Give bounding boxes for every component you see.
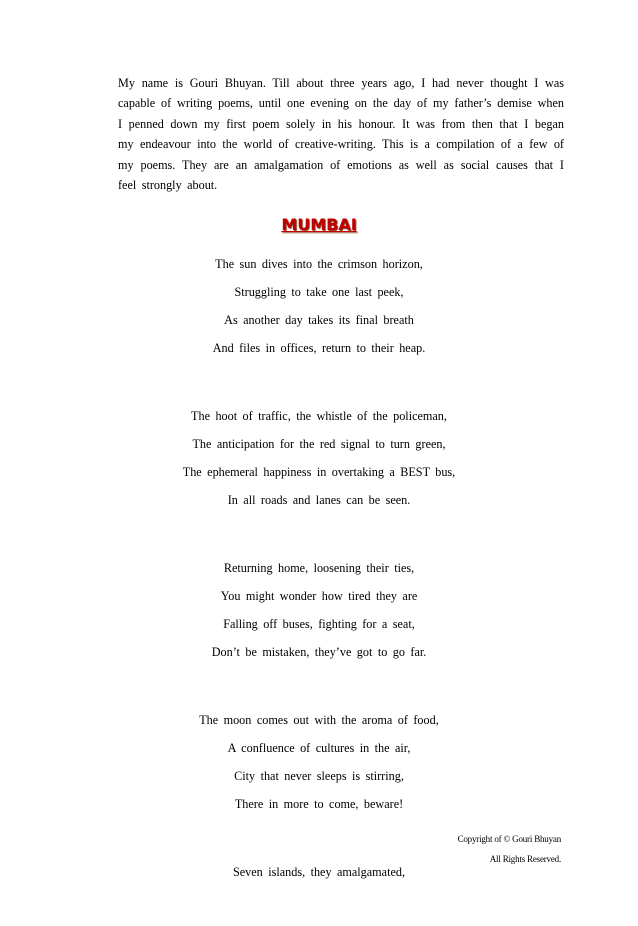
intro-paragraph: My name is Gouri Bhuyan. Till about three years ago, I had never thought I was capable of writing poems, until one evening on the day of my father’s demise when I penned down my first poem solely in his honour. It was from then that I began my endeavour into the world of creative-writing. This is a compilation of a few of my poems. They are an amalgamation of emotions as well as social causes that I feel strongly about. bbox=[118, 76, 564, 193]
poem-line: Seven islands, they amalgamated, bbox=[232, 865, 406, 879]
poem-line: As another day takes its final breath bbox=[224, 313, 414, 327]
poem-line: The hoot of traffic, the whistle of the policeman, bbox=[191, 409, 447, 423]
poem-line: A confluence of cultures in the air, bbox=[227, 741, 411, 755]
poem-line: Don’t be mistaken, they’ve got to go far. bbox=[211, 645, 427, 659]
poem-line: In all roads and lanes can be seen. bbox=[227, 493, 411, 507]
copyright-notice: Copyright of © Gouri Bhuyan bbox=[457, 834, 561, 844]
poem-line: Struggling to take one last peek, bbox=[234, 285, 404, 299]
stanza-2 bbox=[0, 402, 638, 514]
poem-line: The sun dives into the crimson horizon, bbox=[215, 257, 423, 271]
poem-line: Returning home, loosening their ties, bbox=[223, 561, 415, 575]
poem-line: You might wonder how tired they are bbox=[220, 589, 418, 603]
poem-line: City that never sleeps is stirring, bbox=[234, 769, 404, 783]
poem-line: The ephemeral happiness in overtaking a BEST bus, bbox=[182, 465, 456, 479]
stanza-3 bbox=[0, 554, 638, 666]
poem-body bbox=[0, 250, 638, 926]
stanza-4 bbox=[0, 706, 638, 818]
rights-notice: All Rights Reserved. bbox=[489, 854, 561, 864]
poem-line: Falling off buses, fighting for a seat, bbox=[223, 617, 415, 631]
poem-line: The moon comes out with the aroma of food, bbox=[199, 713, 439, 727]
stanza-1 bbox=[0, 250, 638, 362]
poem-line: And files in offices, return to their heap. bbox=[212, 341, 426, 355]
poem-title: MUMBAI bbox=[281, 215, 357, 234]
poem-line: The anticipation for the red signal to turn green, bbox=[192, 437, 446, 451]
poem-line: There in more to come, beware! bbox=[234, 797, 404, 811]
